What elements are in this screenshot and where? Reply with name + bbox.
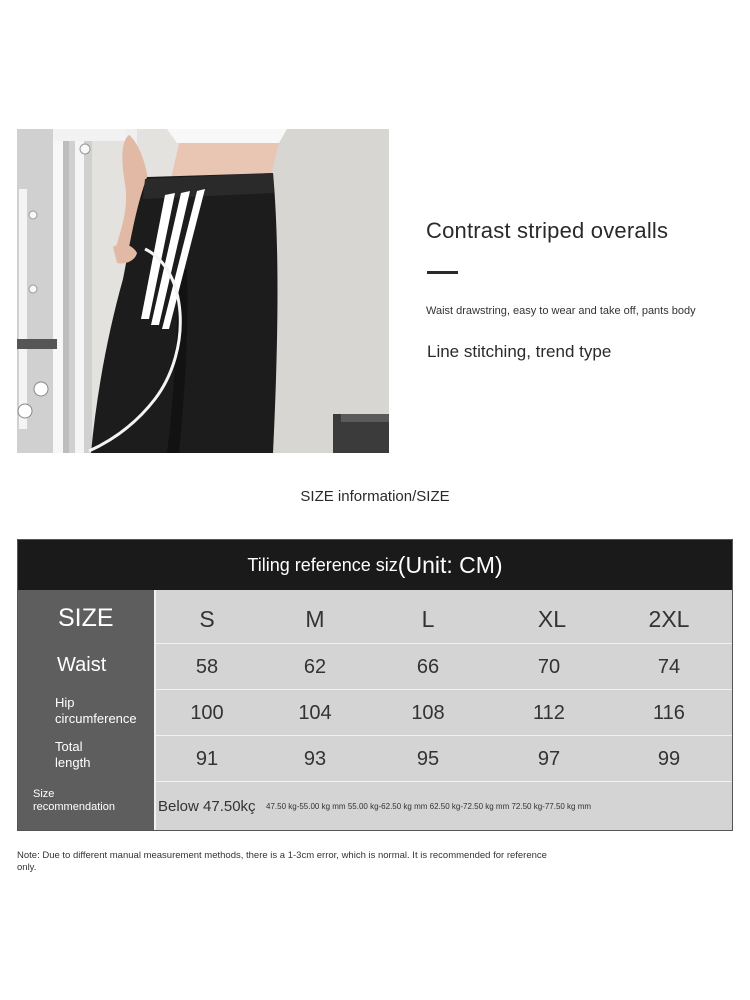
- row-label-recommendation: [18, 782, 155, 830]
- row-label-waist: [18, 644, 155, 690]
- grid-line: [154, 590, 156, 830]
- row-label-text: [55, 695, 137, 727]
- row-label-line: Total: [55, 739, 83, 754]
- value-cell: 108: [411, 701, 445, 724]
- title-divider: [427, 271, 458, 274]
- size-table-title-text: Tiling reference siz: [247, 554, 398, 575]
- row-label-text: [33, 788, 115, 814]
- value-cell: 100: [190, 701, 224, 724]
- value-cell: 104: [298, 701, 332, 724]
- value-cell: 93: [303, 747, 327, 770]
- size-header-label-cell: [18, 590, 155, 644]
- value-cell: 62: [303, 655, 327, 678]
- row-label-line: recommendation: [33, 801, 115, 813]
- value-cell: 97: [537, 747, 561, 770]
- size-table: [17, 539, 733, 831]
- row-label-line: length: [55, 755, 91, 770]
- size-table-unit: (Unit: CM): [397, 551, 503, 578]
- size-table-title: [18, 540, 732, 590]
- size-header-label: SIZE: [58, 604, 114, 632]
- measurement-note: Note: Due to different manual measurement methods, there is a 1-3cm error, which is normal. It is recommended for reference only.: [17, 850, 547, 873]
- row-label-text: Waist: [57, 654, 107, 676]
- product-photo: [17, 129, 389, 453]
- value-cell: 91: [195, 747, 219, 770]
- size-section-heading: SIZE information/SIZE: [300, 488, 450, 505]
- value-cell: 112: [533, 701, 565, 724]
- recommendation-rest: 47.50 kg-55.00 kg mm 55.00 kg-62.50 kg mm 62.50 kg-72.50 kg mm 72.50 kg-77.50 kg mm: [266, 801, 592, 811]
- row-label-line: Size: [33, 788, 55, 800]
- value-cell: 66: [416, 655, 440, 678]
- row-label-line: circumference: [55, 711, 137, 726]
- recommendation-first: Below 47.50kç: [158, 797, 256, 815]
- value-cell: 99: [657, 747, 681, 770]
- product-photo-illustration: [17, 129, 389, 453]
- size-cell-m: M: [305, 605, 325, 632]
- product-description-1: Waist drawstring, easy to wear and take off, pants body: [426, 305, 696, 317]
- size-cell-xl: XL: [537, 605, 567, 632]
- value-cell: 116: [653, 701, 685, 724]
- product-title: Contrast striped overalls: [426, 218, 669, 243]
- row-label-length: [18, 736, 155, 782]
- value-cell: 58: [195, 655, 219, 678]
- size-cell-l: L: [421, 605, 435, 632]
- size-cell-2xl: 2XL: [648, 605, 690, 632]
- value-cell: 74: [657, 655, 681, 678]
- row-label-hip: [18, 690, 155, 736]
- row-label-line: Hip: [55, 695, 75, 710]
- value-cell: 70: [537, 655, 561, 678]
- size-cell-s: S: [199, 605, 215, 632]
- value-cell: 95: [416, 747, 440, 770]
- recommendation-row: [158, 782, 730, 830]
- row-label-text: [55, 739, 90, 771]
- product-description-2: Line stitching, trend type: [427, 342, 612, 361]
